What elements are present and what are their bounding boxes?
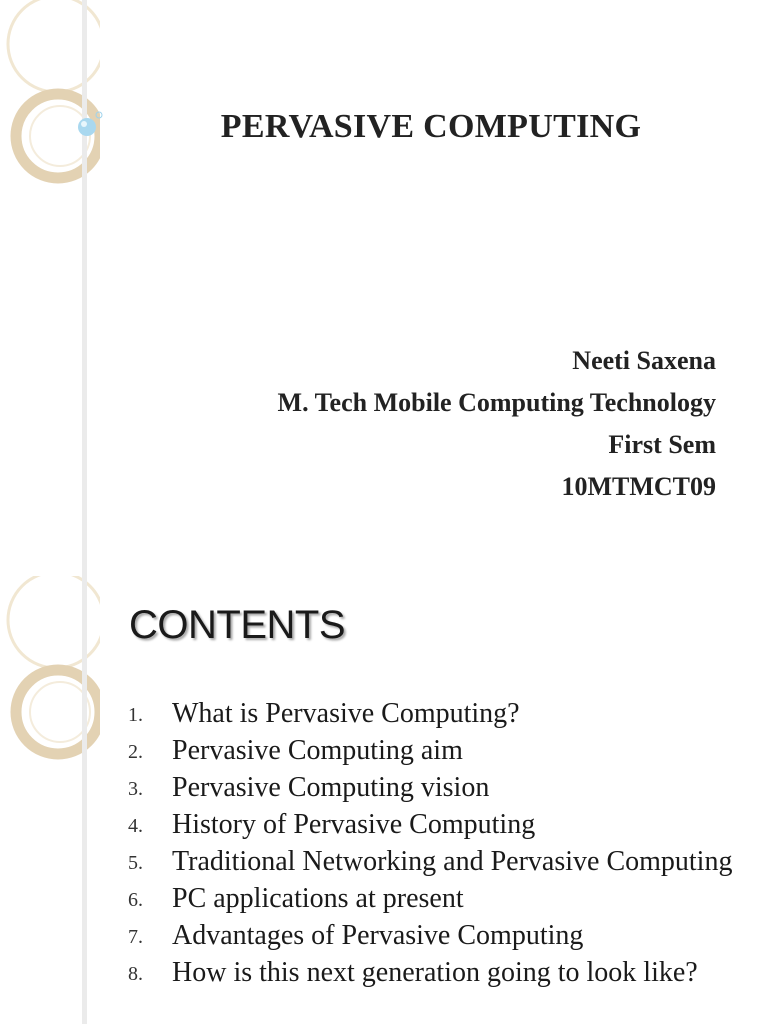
list-item-text: What is Pervasive Computing? (172, 698, 520, 729)
list-item (128, 698, 742, 729)
author-name: Neeti Saxena (572, 346, 716, 375)
list-item-number: 4. (128, 815, 143, 837)
list-item-number: 8. (128, 963, 143, 985)
author-semester: First Sem (608, 430, 716, 459)
list-item-text: Pervasive Computing aim (172, 735, 463, 766)
author-block (278, 340, 716, 508)
side-stripe (82, 576, 87, 1024)
contents-heading: CONTENTS (129, 603, 345, 647)
list-item (128, 883, 742, 914)
list-item-number: 5. (128, 852, 143, 874)
list-item (128, 772, 742, 803)
list-item-text: How is this next generation going to look like? (172, 957, 698, 988)
list-item-number: 7. (128, 926, 143, 948)
list-item (128, 920, 742, 951)
list-item-number: 3. (128, 778, 143, 800)
list-item (128, 735, 742, 766)
list-item-number: 6. (128, 889, 143, 911)
list-item-text: PC applications at present (172, 883, 464, 914)
list-item (128, 846, 742, 877)
author-program: M. Tech Mobile Computing Technology (277, 388, 716, 417)
slide-title-heading: PERVASIVE COMPUTING (220, 108, 642, 145)
list-item-number: 1. (128, 704, 143, 726)
list-item (128, 809, 742, 840)
list-item-text: Advantages of Pervasive Computing (172, 920, 584, 951)
contents-list (128, 698, 742, 994)
list-item-text: Pervasive Computing vision (172, 772, 490, 803)
list-item-number: 2. (128, 741, 143, 763)
list-item-text: History of Pervasive Computing (172, 809, 536, 840)
list-item-text: Traditional Networking and Pervasive Computing (172, 846, 733, 877)
list-item (128, 957, 742, 988)
author-id: 10MTMCT09 (561, 472, 716, 501)
